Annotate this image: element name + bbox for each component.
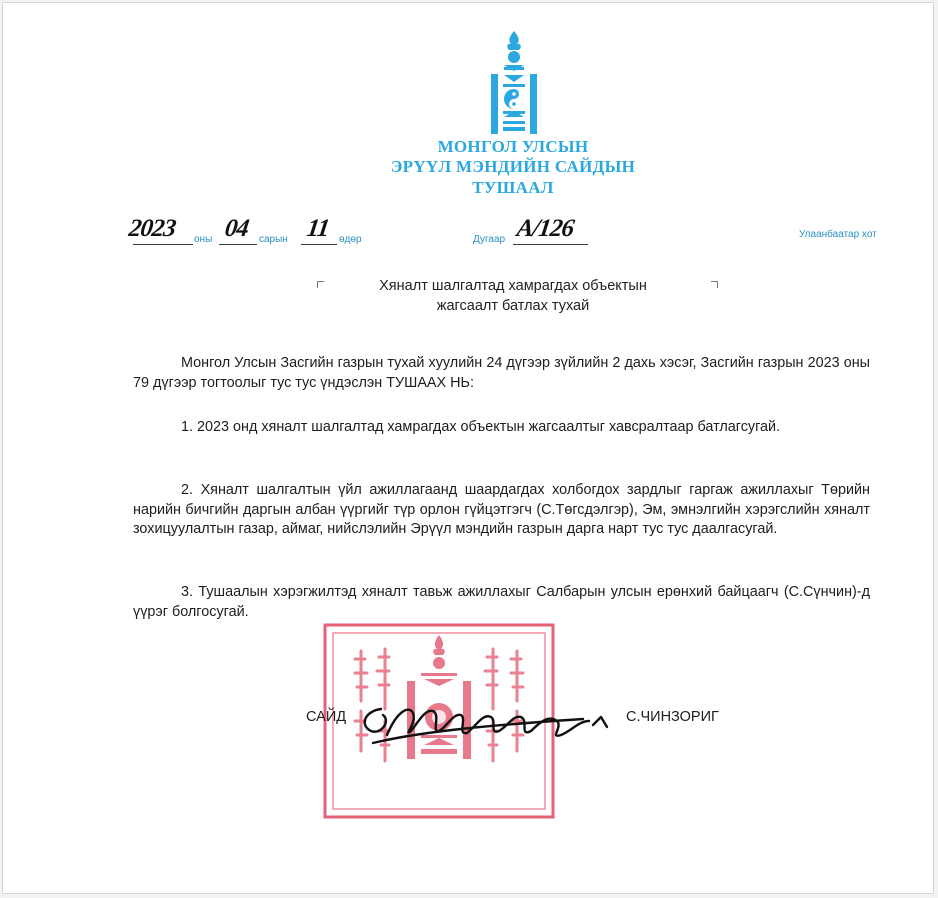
agency-line-country: МОНГОЛ УЛСЫН	[437, 137, 589, 156]
preamble-paragraph	[133, 354, 870, 393]
month-underline	[219, 244, 257, 245]
subject-line-1: Хяналт шалгалтад хамрагдах объектын	[379, 278, 647, 294]
subject-line-2: жагсаалт батлах тухай	[436, 298, 590, 314]
year-underline	[133, 244, 193, 245]
date-day: 11	[305, 215, 331, 242]
year-suffix-label: оны	[194, 234, 213, 245]
signatory-name: С.ЧИНЗОРИГ	[626, 709, 719, 725]
document-type-title: ТУШААЛ	[472, 178, 554, 197]
place-label: Улаанбаатар хот	[799, 229, 877, 240]
signatory-title: САЙД	[306, 709, 347, 725]
document-number: А/126	[515, 215, 576, 242]
order-item-1	[133, 418, 870, 438]
order-item-1-text: 1. 2023 онд хяналт шалгалтад хамрагдах объектын жагсаалтыг хавсралтаар батлагсугай.	[181, 419, 781, 435]
order-item-2-text: 2. Хяналт шалгалтын үйл ажиллагаанд шаардагдах холбогдох зардлыг гаргаж ажиллахыг Төрийн нарийн бичгийн даргын албан үүргийг түр орлон гүйцэтгэгч (С.Төгсдэлгэр), Эм, эмнэлгийн хэрэгслийн хяналт зохицуулалтын газар, аймаг, нийслэлийн Эрүүл мэндийн газрын дарга нарт тус тус даалгасугай.	[133, 482, 870, 537]
agency-line-ministry: ЭРҮҮЛ МЭНДИЙН САЙДЫН	[390, 157, 636, 176]
order-item-2	[133, 481, 870, 540]
soyombo-emblem-icon	[485, 29, 543, 139]
preamble-text: Монгол Улсын Засгийн газрын тухай хуулийн 24 дүгээр зүйлийн 2 дахь хэсэг, Засгийн газрын 2023 оны 79 дүгээр тогтоолыг тус тус үндэслэн ТУШААХ НЬ:	[133, 355, 870, 391]
number-label: Дугаар	[473, 234, 506, 245]
handwritten-signature-icon	[353, 691, 628, 761]
date-year: 2023	[127, 215, 177, 242]
number-underline	[513, 244, 588, 245]
month-suffix-label: сарын	[259, 234, 288, 245]
document-page	[2, 2, 934, 894]
date-month: 04	[223, 215, 250, 242]
day-suffix-label: өдөр	[339, 234, 362, 245]
order-item-3	[133, 583, 870, 622]
day-underline	[301, 244, 337, 245]
order-item-3-text: 3. Тушаалын хэрэгжилтэд хяналт тавьж ажиллахыг Салбарын улсын ерөнхий байцаагч (С.Сүнчин)-д үүрэг болгосугай.	[133, 584, 870, 620]
